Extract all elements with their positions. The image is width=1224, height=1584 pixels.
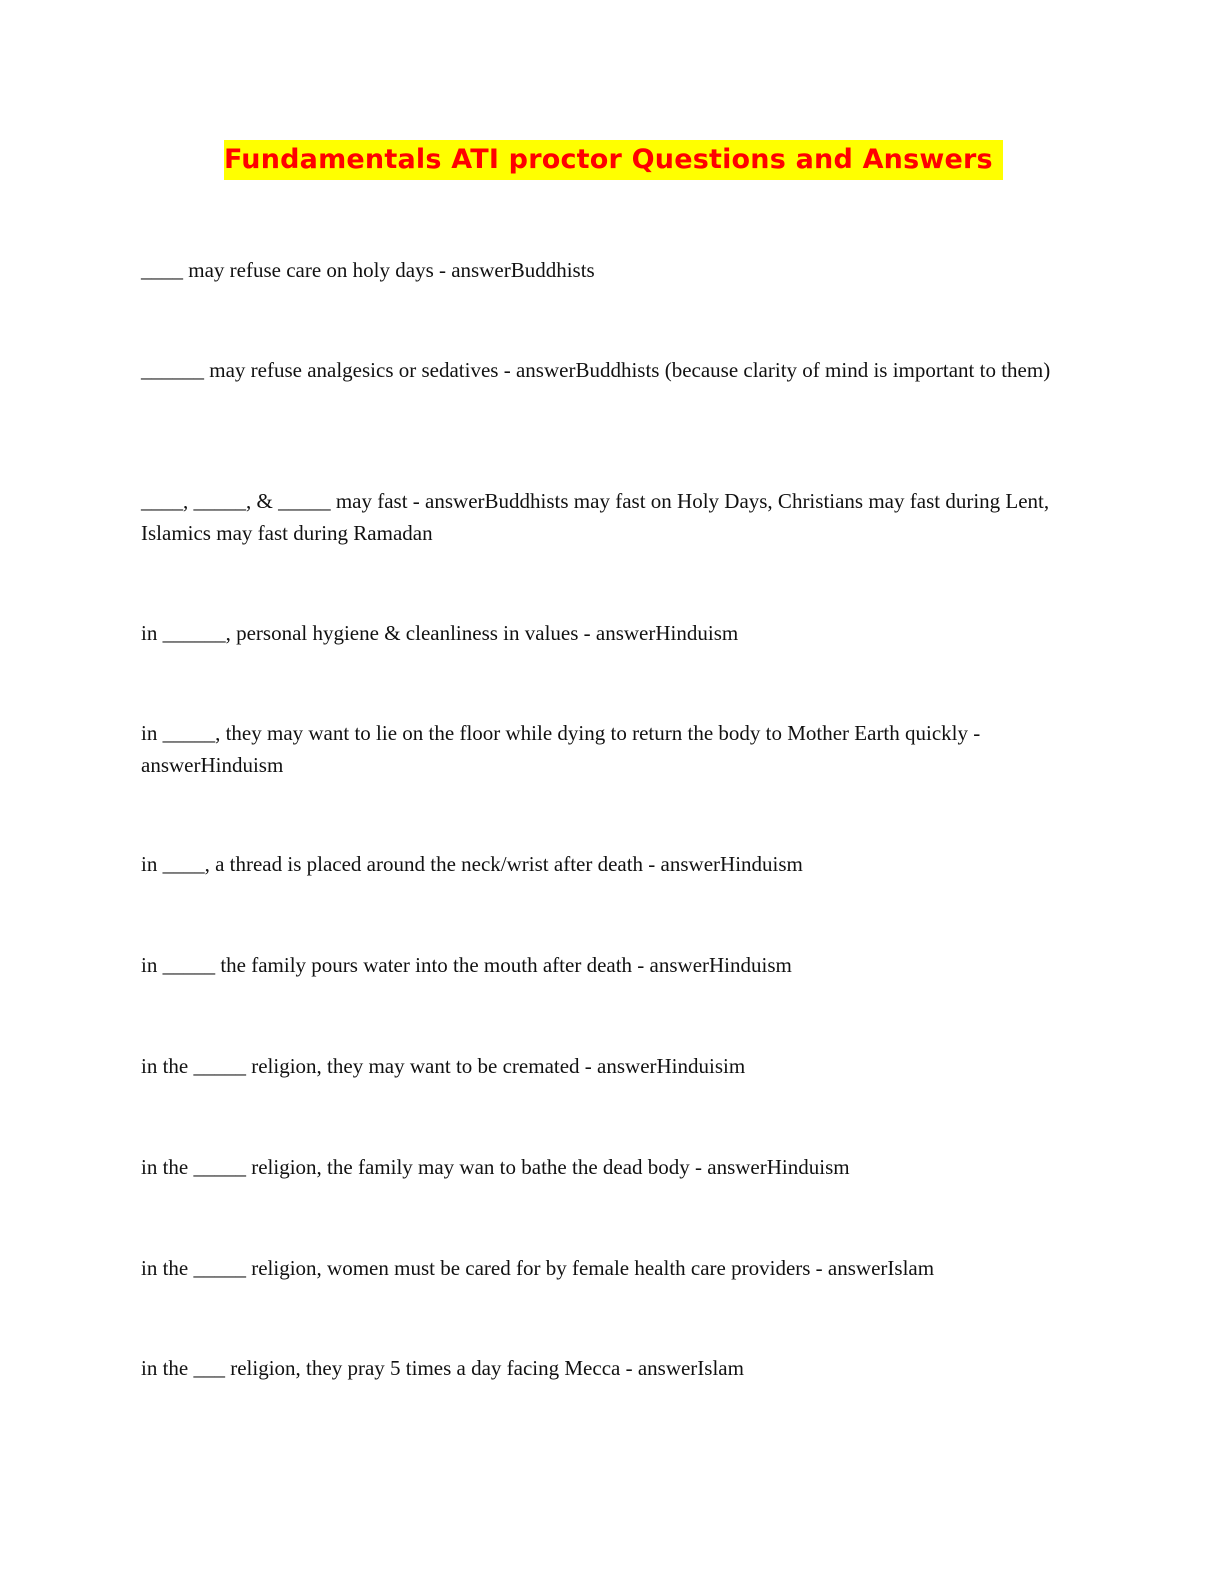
qa-item: in _____, they may want to lie on the floor while dying to return the body to Mother Earth quickly - answerHinduism [141, 721, 981, 777]
qa-item: in _____ the family pours water into the mouth after death - answerHinduism [141, 953, 792, 977]
qa-item: ____ may refuse care on holy days - answerBuddhists [141, 258, 595, 282]
title-highlight [224, 140, 1003, 180]
qa-item: ____, _____, & _____ may fast - answerBuddhists may fast on Holy Days, Christians may fast during Lent, Islamics may fast during Ramadan [141, 489, 1050, 545]
qa-item: in the _____ religion, women must be cared for by female health care providers - answerIslam [141, 1256, 935, 1280]
qa-item: ______ may refuse analgesics or sedatives - answerBuddhists (because clarity of mind is important to them) [141, 358, 1051, 382]
qa-item: in the ___ religion, they pray 5 times a day facing Mecca - answerIslam [141, 1356, 744, 1380]
qa-item: in the _____ religion, the family may wan to bathe the dead body - answerHinduism [141, 1155, 850, 1179]
qa-item: in ______, personal hygiene & cleanliness in values - answerHinduism [141, 621, 739, 645]
page-title: Fundamentals ATI proctor Questions and Answers [224, 144, 993, 175]
qa-item: in the _____ religion, they may want to be cremated - answerHinduisim [141, 1054, 746, 1078]
qa-item: in ____, a thread is placed around the neck/wrist after death - answerHinduism [141, 852, 803, 876]
